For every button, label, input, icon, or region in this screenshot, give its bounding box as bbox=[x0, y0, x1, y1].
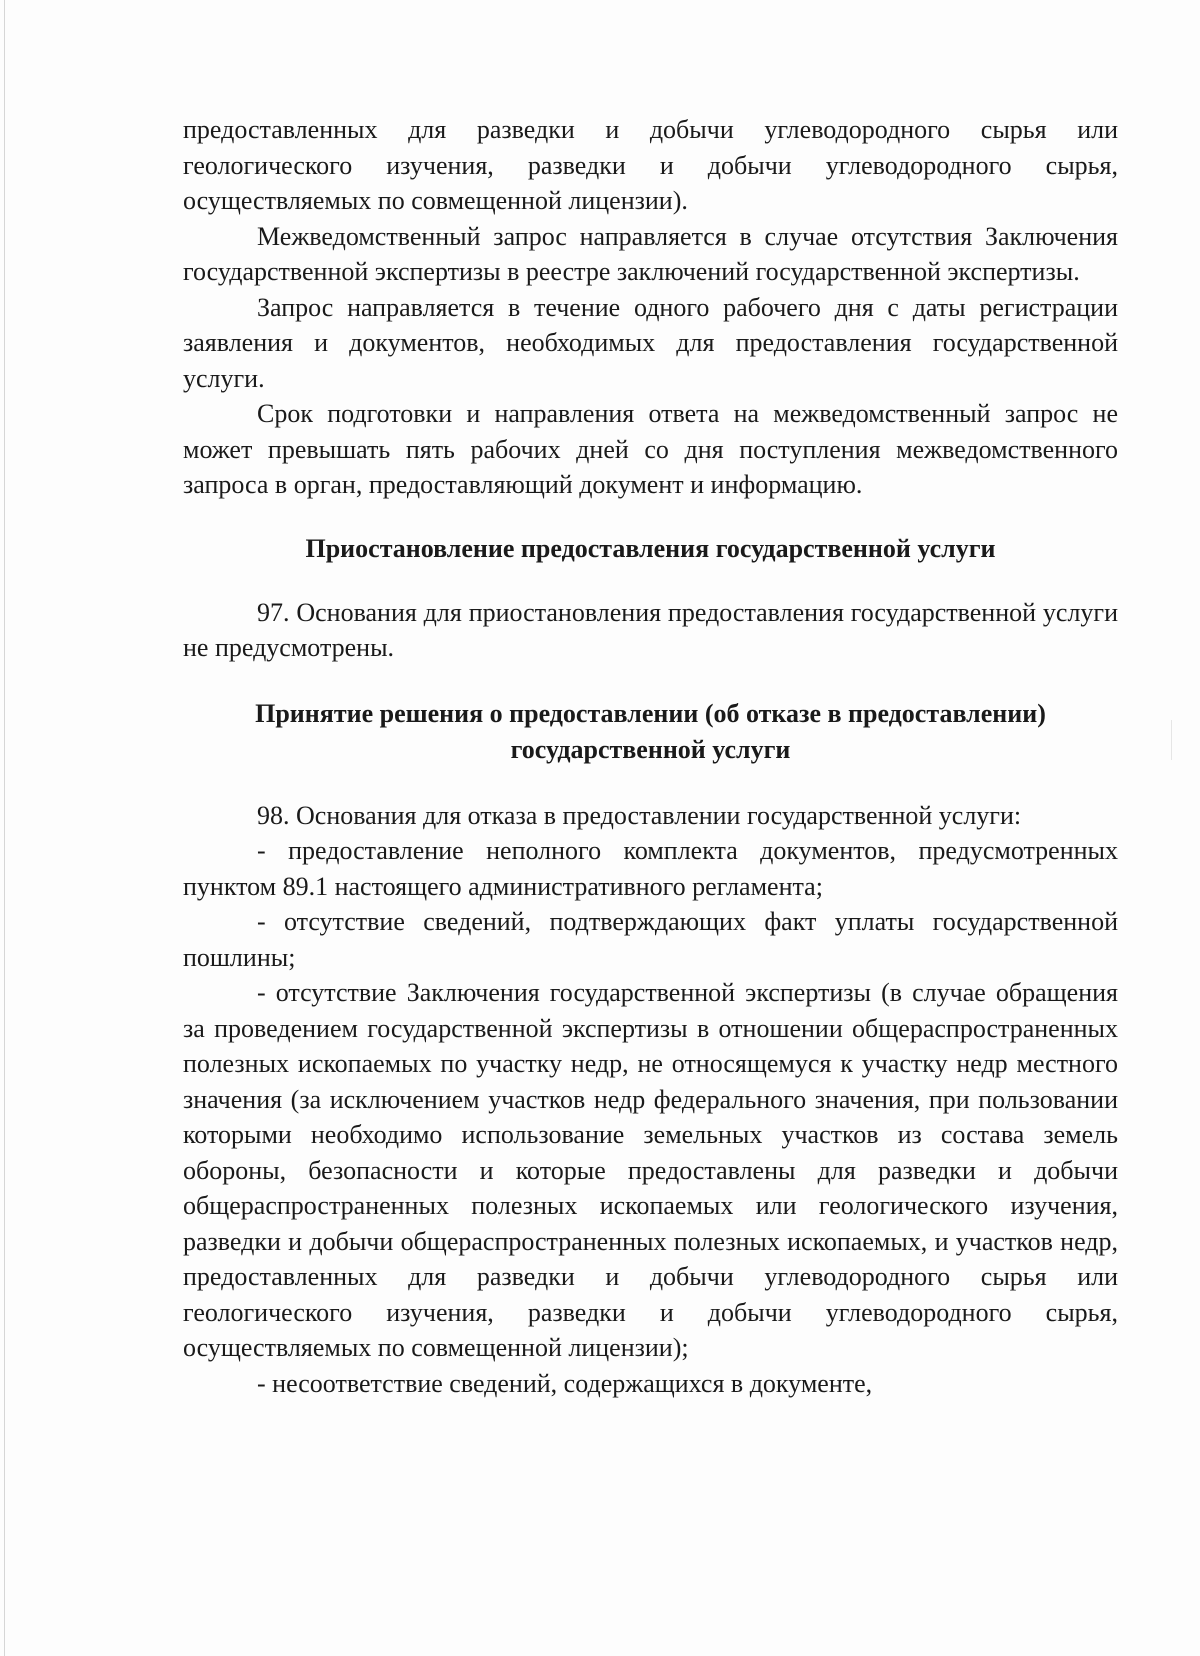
paragraph-98: 98. Основания для отказа в предоставлении государственной услуги: bbox=[257, 800, 1022, 830]
scan-left-edge bbox=[4, 0, 5, 1656]
section-heading-decision-line2: государственной услуги bbox=[510, 734, 791, 764]
paragraph-interagency-request: Межведомственный запрос направляется в случае отсутствия Заключения государственной экспертизы в реестре заключений государственной экспертизы. bbox=[183, 221, 1118, 286]
section-heading-decision bbox=[183, 696, 1118, 768]
paragraph-request-timing: Запрос направляется в течение одного рабочего дня с даты регистрации заявления и документов, необходимых для предоставления государственной услуги. bbox=[183, 292, 1118, 393]
list-item: - несоответствие сведений, содержащихся в документе, bbox=[257, 1368, 873, 1398]
section-heading-suspension: Приостановление предоставления государственной услуги bbox=[305, 533, 996, 563]
paragraph-response-deadline: Срок подготовки и направления ответа на межведомственный запрос не может превышать пять рабочих дней со дня поступления межведомственного запроса в орган, предоставляющий документ и информацию. bbox=[183, 399, 1118, 499]
scan-right-mark bbox=[1171, 720, 1172, 760]
document-body bbox=[183, 112, 1118, 1401]
paragraph-continuation: предоставленных для разведки и добычи углеводородного сырья или геологического изучения, разведки и добычи углеводородного сырья, осуществляемых по совмещенной лицензии). bbox=[183, 115, 1118, 215]
section-heading-decision-line1: Принятие решения о предоставлении (об отказе в предоставлении) bbox=[255, 698, 1046, 728]
paragraph-97: 97. Основания для приостановления предоставления государственной услуги не предусмотрены. bbox=[183, 597, 1118, 662]
list-item: - отсутствие Заключения государственной экспертизы (в случае обращения за проведением государственной экспертизы в отношении общераспространенных полезных ископаемых по участку недр, не относящемуся к участку недр местного значения (за исключением участков недр федерального значения, при пользовании которыми необходимо использование земельных участков из состава земель обороны, безопасности и которые предоставлены для разведки и добычи общераспространенных полезных ископаемых или геологического изучения, разведки и добычи общераспространенных полезных ископаемых, и участков недр, предоставленных для разведки и добычи углеводородного сырья или геологического изучения, разведки и добычи углеводородного сырья, осуществляемых по совмещенной лицензии); bbox=[183, 978, 1118, 1362]
list-item: - отсутствие сведений, подтверждающих факт уплаты государственной пошлины; bbox=[183, 907, 1118, 972]
list-item: - предоставление неполного комплекта документов, предусмотренных пунктом 89.1 настоящего административного регламента; bbox=[183, 836, 1118, 901]
